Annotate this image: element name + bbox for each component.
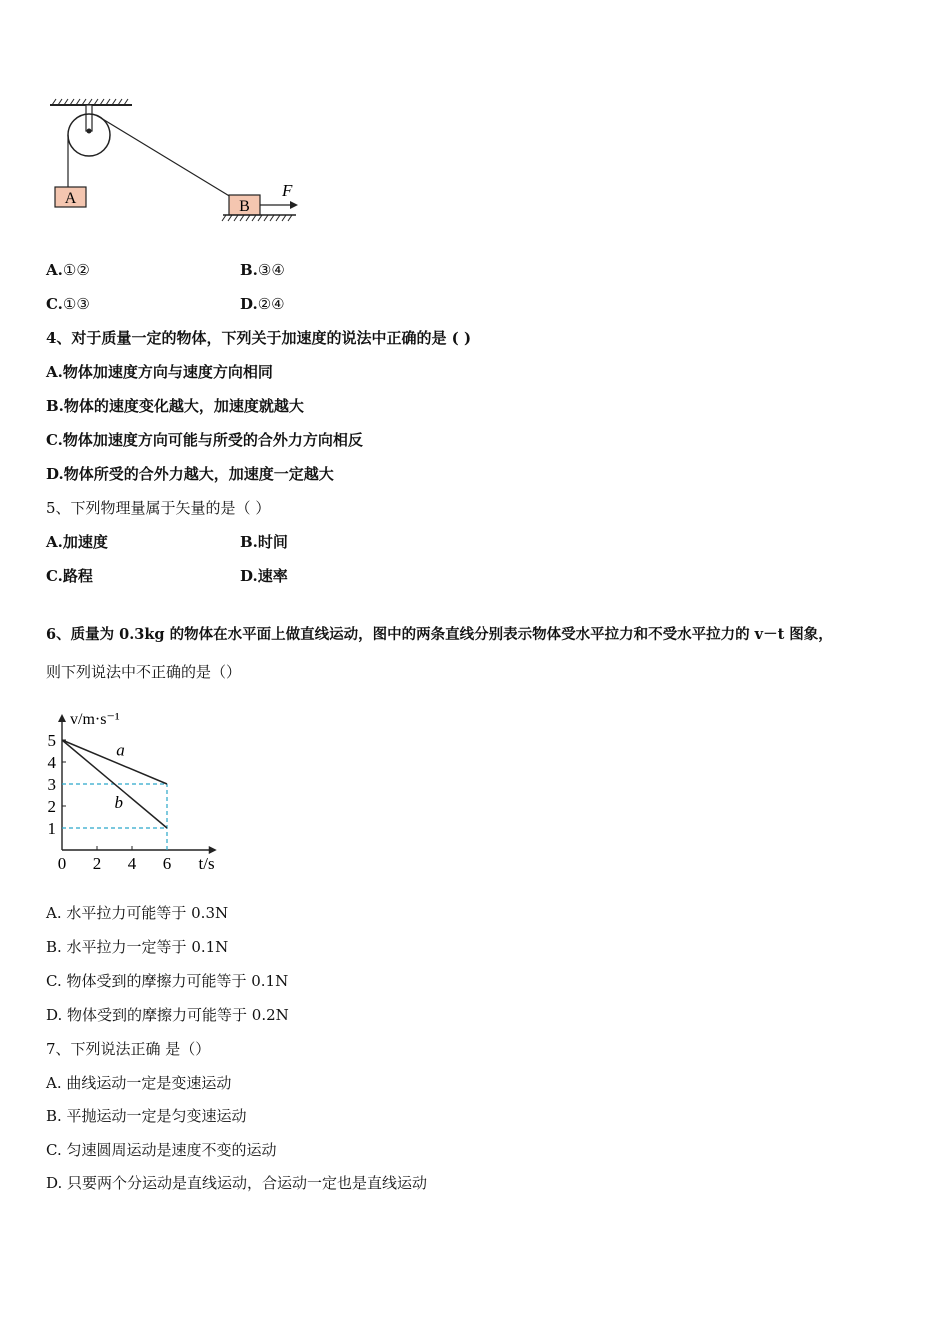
- q3-option-c: C.①③: [46, 295, 90, 313]
- x-tick-label: 2: [92, 854, 102, 873]
- x-tick-label: 6: [162, 854, 172, 873]
- q4-option-c: C.物体加速度方向可能与所受的合外力方向相反: [46, 431, 363, 449]
- q6-stem-line1: 6、质量为 0.3kg 的物体在水平面上做直线运动，图中的两条直线分别表示物体受水平拉力和不受水平拉力的 v－t 图象，: [46, 626, 833, 643]
- series-label-b: b: [114, 793, 123, 813]
- q5-option-d: D.速率: [240, 567, 288, 585]
- y-axis-arrow: [58, 714, 66, 722]
- q4-option-b: B.物体的速度变化越大，加速度就越大: [46, 397, 304, 415]
- series-line-a: [62, 740, 167, 784]
- q7-option-c: C. 匀速圆周运动是速度不变的运动: [46, 1141, 277, 1159]
- q6-option-d: D. 物体受到的摩擦力可能等于 0.2N: [46, 1006, 289, 1024]
- vt-chart: [40, 695, 240, 880]
- q4-option-d: D.物体所受的合外力越大，加速度一定越大: [46, 465, 334, 483]
- block-b-label: B: [239, 198, 250, 215]
- y-tick-label: 5: [47, 731, 56, 750]
- force-label: F: [282, 181, 293, 200]
- y-tick-label: 3: [47, 775, 56, 794]
- block-a-label: A: [64, 190, 77, 207]
- x-tick-label: 4: [127, 854, 137, 873]
- q7-option-b: B. 平抛运动一定是匀变速运动: [46, 1107, 247, 1125]
- q7-stem: 7、下列说法正确 是（）: [46, 1040, 211, 1058]
- y-tick-label: 1: [47, 819, 56, 838]
- q5-stem: 5、下列物理量属于矢量的是（ ）: [46, 499, 271, 517]
- q6-stem-line2: 则下列说法中不正确的是（）: [46, 663, 242, 681]
- q6-option-a: A. 水平拉力可能等于 0.3N: [46, 904, 229, 922]
- x-axis-arrow: [209, 846, 217, 854]
- pulley-figure: [40, 95, 350, 235]
- y-axis-label: v/m·s⁻¹: [70, 711, 120, 728]
- x-axis-label: t/s: [198, 854, 215, 873]
- q3-option-b: B.③④: [240, 261, 285, 279]
- q5-option-c: C.路程: [46, 567, 93, 585]
- q3-option-d: D.②④: [240, 295, 285, 313]
- q5-option-b: B.时间: [240, 533, 288, 551]
- q3-option-a: A.①②: [46, 261, 90, 279]
- q7-option-a: A. 曲线运动一定是变速运动: [46, 1074, 232, 1092]
- q6-option-b: B. 水平拉力一定等于 0.1N: [46, 938, 229, 956]
- x-tick-label: 0: [57, 854, 67, 873]
- series-label-a: a: [116, 740, 125, 760]
- q5-option-a: A.加速度: [46, 533, 108, 551]
- y-tick-label: 2: [47, 797, 56, 816]
- q7-option-d: D. 只要两个分运动是直线运动，合运动一定也是直线运动: [46, 1174, 428, 1192]
- q4-stem: 4、对于质量一定的物体，下列关于加速度的说法中正确的是 ( ): [46, 329, 472, 347]
- q4-option-a: A.物体加速度方向与速度方向相同: [46, 363, 273, 381]
- y-tick-label: 4: [47, 753, 56, 772]
- q6-option-c: C. 物体受到的摩擦力可能等于 0.1N: [46, 972, 289, 990]
